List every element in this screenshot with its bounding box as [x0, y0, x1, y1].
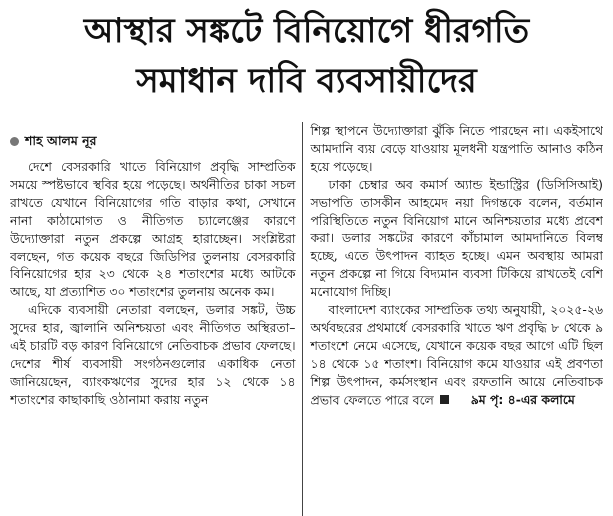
square-bullet-icon [440, 395, 449, 404]
continuation-note [438, 391, 575, 409]
headline [10, 6, 603, 106]
article-body [10, 122, 603, 516]
continuation-text: ৯ম পৃ: ৪-এর কলামে [470, 391, 575, 407]
headline-line-2: সমাধান দাবি ব্যবসায়ীদের [136, 61, 477, 101]
author-name: শাহ আলম নূর [25, 133, 97, 148]
paragraph: এদিকে ব্যবসায়ী নেতারা বলছেন, ডলার সঙ্কট, উচ্চ সুদের হার, জ্বালানি অনিশ্চয়তা এবং নীতিগত অস্থিরতা– এই চারটি বড় কারণ বিনিয়োগে নেতিবাচক প্রভাব ফেলছে। দেশের শীর্ষ ব্যবসায়ী সংগঠনগুলোর একাধিক নেতা জানিয়েছেন, ব্যাংকঋণের সুদের হার ১২ থেকে ১৪ শতাংশের কাছাকাছি ওঠানামা করায় নতুন [10, 302, 296, 407]
headline-line-1: আস্থার সঙ্কটে বিনিয়োগে ধীরগতি [83, 11, 530, 51]
paragraph: শিল্প স্থাপনে উদ্যোক্তারা ঝুঁকি নিতে পারছেন না। একইসাথে আমদানি ব্যয় বেড়ে যাওয়ায় মূলধনী যন্ত্রপাতি আনাও কঠিন হয়ে পড়েছে। [310, 123, 603, 174]
paragraph: দেশে বেসরকারি খাতে বিনিয়োগ প্রবৃদ্ধি সাম্প্রতিক সময়ে স্পষ্টভাবে স্থবির হয়ে পড়েছে। অর্থনীতির চাকা সচল রাখতে যেখানে বিনিয়োগের গতি বাড়ার কথা, সেখানে নানা কাঠামোগত ও নীতিগত চ্যালেঞ্জের কারণে উদ্যোক্তারা নতুন প্রকল্পে আগ্রহ হারাচ্ছেন। সংশ্লিষ্টরা বলছেন, গত কয়েক বছরে জিডিপির তুলনায় বেসরকারি বিনিয়োগের হার ২৩ থেকে ২৪ শতাংশের মধ্যে আটকে আছে, যা প্রত্যাশিত ৩০ শতাংশের তুলনায় অনেক কম। [10, 159, 296, 300]
byline [10, 132, 296, 150]
right-column [303, 122, 604, 516]
paragraph [311, 301, 604, 409]
paragraph: ঢাকা চেম্বার অব কমার্স অ্যান্ড ইন্ডাস্ট্রির (ডিসিসিআই) সভাপতি তাসকীন আহমেদ নয়া দিগন্তকে বলেন, বর্তমান পরিস্থিতিতে নতুন বিনিয়োগ মানে অনিশ্চয়তার মধ্যে প্রবেশ করা। ডলার সঙ্কটের কারণে কাঁচামাল আমদানিতে বিলম্ব হচ্ছে, এতে উৎপাদন ব্যাহত হচ্ছে। এমন অবস্থায় আমরা নতুন প্রকল্পে না গিয়ে বিদ্যমান ব্যবসা টিকিয়ে রাখতেই বেশি মনোযোগ দিচ্ছি। [310, 176, 603, 300]
bullet-dot-icon [10, 137, 19, 146]
left-column [10, 122, 302, 516]
paragraph-text: বাংলাদেশ ব্যাংকের সাম্প্রতিক তথ্য অনুযায়ী, ২০২৫-২৬ অর্থবছরের প্রথমার্ধে বেসরকারি খাতে ঋণ প্রবৃদ্ধি ৮ থেকে ৯ শতাংশে নেমে এসেছে, যেখানে কয়েক বছর আগে এটি ছিল ১৪ থেকে ১৫ শতাংশ। বিনিয়োগ কমে যাওয়ার এই প্রবণতা শিল্প উৎপাদন, কর্মসংস্থান এবং রফতানি আয়ে নেতিবাচক প্রভাব ফেলতে পারে বলে [310, 302, 603, 408]
